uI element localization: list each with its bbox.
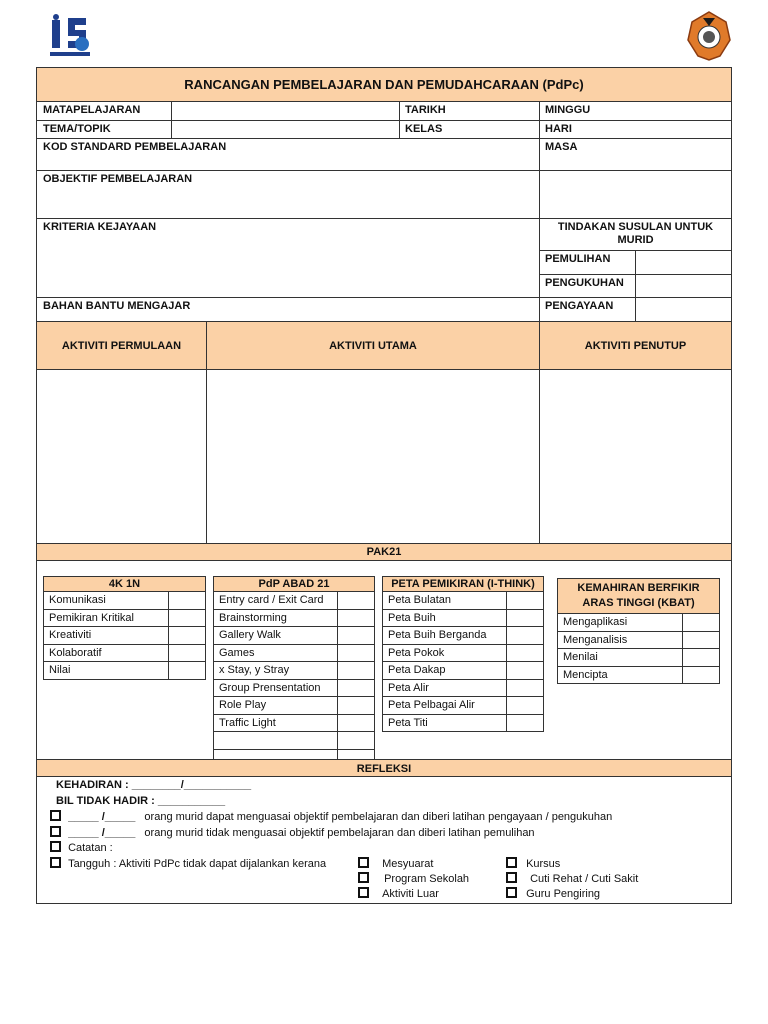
form-title: RANCANGAN PEMBELAJARAN DAN PEMUDAHCARAAN (PdPc): [37, 68, 731, 102]
abad21-row: [214, 610, 374, 628]
kbat-tick-box[interactable]: [683, 632, 719, 649]
abad21-row: [214, 662, 374, 680]
checkbox-kursus[interactable]: [506, 857, 517, 868]
table-kbat: [557, 578, 720, 684]
label-kod-standard: KOD STANDARD PEMBELAJARAN: [37, 139, 540, 171]
k4-row: [44, 627, 205, 645]
abad21-tick-box[interactable]: [338, 645, 374, 662]
blank-menguasai[interactable]: _____ /_____: [68, 811, 136, 823]
header-aktiviti-utama: AKTIVITI UTAMA: [207, 322, 540, 370]
ithink-row: [383, 715, 543, 732]
ithink-tick-box[interactable]: [507, 592, 543, 609]
abad21-label: Games: [214, 645, 338, 662]
label-tindakan-susulan: TINDAKAN SUSULAN UNTUK MURID: [540, 219, 731, 251]
ithink-row: [383, 627, 543, 645]
ithink-label: Peta Alir: [383, 680, 507, 697]
kbat-label: Menganalisis: [558, 632, 683, 649]
reason-cuti: [506, 872, 638, 886]
reason-mesyuarat-label: Mesyuarat: [382, 858, 434, 870]
k4-tick-box[interactable]: [169, 645, 205, 662]
label-hari: HARI: [540, 121, 731, 139]
table-4k1n: [43, 576, 206, 680]
checkbox-catatan[interactable]: [50, 841, 61, 852]
label-masa: MASA: [540, 139, 731, 171]
text-menguasai: orang murid dapat menguasai objektif pembelajaran dan diberi latihan pengayaan / pengukuhan: [144, 811, 613, 823]
abad21-row: [214, 732, 374, 750]
ithink-row: [383, 645, 543, 663]
label-tarikh: TARIKH: [400, 102, 540, 121]
field-objektif-side: [540, 171, 731, 219]
abad21-row: [214, 645, 374, 663]
ithink-tick-box[interactable]: [507, 645, 543, 662]
table-kbat-title: KEMAHIRAN BERFIKIR ARAS TINGGI (KBAT): [558, 579, 719, 614]
checkbox-guru-pengiring[interactable]: [506, 887, 517, 898]
pak21-header: PAK21: [37, 544, 731, 561]
abad21-row: [214, 697, 374, 715]
refleksi-line-tidak-menguasai: [50, 826, 535, 840]
reason-kursus: [506, 857, 560, 871]
label-pemulihan: PEMULIHAN: [540, 251, 636, 275]
k4-tick-box[interactable]: [169, 610, 205, 627]
bil-tidak-hadir[interactable]: BIL TIDAK HADIR : ___________: [56, 795, 226, 807]
abad21-tick-box[interactable]: [338, 697, 374, 714]
label-minggu: MINGGU: [540, 102, 731, 121]
k4-row: [44, 662, 205, 679]
table-4k1n-title: 4K 1N: [44, 577, 205, 592]
text-tangguh: Tangguh : Aktiviti PdPc tidak dapat dijalankan kerana: [68, 858, 327, 870]
abad21-label: Gallery Walk: [214, 627, 338, 644]
table-ithink: [382, 576, 544, 732]
ithink-label: Peta Buih Berganda: [383, 627, 507, 644]
reason-guru-pengiring: [506, 887, 600, 901]
kbat-row: [558, 632, 719, 650]
kbat-row: [558, 649, 719, 667]
abad21-tick-box[interactable]: [338, 662, 374, 679]
checkbox-mesyuarat[interactable]: [358, 857, 369, 868]
text-catatan: Catatan :: [68, 842, 113, 854]
k4-row: [44, 610, 205, 628]
kbat-tick-box[interactable]: [683, 667, 719, 684]
ithink-label: Peta Bulatan: [383, 592, 507, 609]
field-pengayaan[interactable]: [636, 298, 731, 322]
kbat-row: [558, 667, 719, 684]
field-tema[interactable]: [172, 121, 400, 139]
checkbox-tangguh[interactable]: [50, 857, 61, 868]
abad21-row: [214, 715, 374, 733]
blank-tidak-menguasai[interactable]: _____ /_____: [68, 827, 136, 839]
checkbox-tidak-menguasai[interactable]: [50, 826, 61, 837]
checkbox-cuti[interactable]: [506, 872, 517, 883]
ithink-tick-box[interactable]: [507, 680, 543, 697]
kbat-tick-box[interactable]: [683, 649, 719, 666]
label-objektif: OBJEKTIF PEMBELAJARAN: [37, 171, 540, 219]
label-kelas: KELAS: [400, 121, 540, 139]
school-logo: [46, 12, 94, 60]
k4-label: Nilai: [44, 662, 169, 679]
reason-guru-pengiring-label: Guru Pengiring: [526, 888, 601, 900]
reason-program-sekolah-label: Program Sekolah: [384, 873, 470, 885]
reason-program-sekolah: [358, 872, 469, 886]
kbat-row: [558, 614, 719, 632]
ithink-tick-box[interactable]: [507, 627, 543, 644]
field-aktiviti-permulaan[interactable]: [37, 370, 207, 544]
field-pemulihan[interactable]: [636, 251, 731, 275]
reason-aktiviti-luar-label: Aktiviti Luar: [382, 888, 439, 900]
k4-tick-box[interactable]: [169, 592, 205, 609]
abad21-tick-box[interactable]: [338, 680, 374, 697]
ithink-tick-box[interactable]: [507, 715, 543, 732]
abad21-label: Brainstorming: [214, 610, 338, 627]
abad21-row: [214, 680, 374, 698]
reason-aktiviti-luar: [358, 887, 439, 901]
emblem-logo-icon: [686, 10, 732, 62]
kbat-tick-box[interactable]: [683, 614, 719, 631]
ithink-row: [383, 662, 543, 680]
abad21-tick-box[interactable]: [338, 610, 374, 627]
checkbox-aktiviti-luar[interactable]: [358, 887, 369, 898]
abad21-tick-box[interactable]: [338, 592, 374, 609]
emblem-logo: [686, 10, 732, 62]
k4-label: Kreativiti: [44, 627, 169, 644]
kbat-label: Mencipta: [558, 667, 683, 684]
reason-kursus-label: Kursus: [526, 858, 561, 870]
abad21-label: Role Play: [214, 697, 338, 714]
ithink-tick-box[interactable]: [507, 697, 543, 714]
label-pengayaan: PENGAYAAN: [540, 298, 636, 322]
ithink-tick-box[interactable]: [507, 610, 543, 627]
checkbox-menguasai[interactable]: [50, 810, 61, 821]
abad21-label: Group Prensentation: [214, 680, 338, 697]
reason-cuti-label: Cuti Rehat / Cuti Sakit: [530, 873, 639, 885]
header-aktiviti-permulaan: AKTIVITI PERMULAAN: [37, 322, 207, 370]
kehadiran[interactable]: KEHADIRAN : ________/___________: [56, 779, 252, 791]
ithink-row: [383, 592, 543, 610]
checkbox-program-sekolah[interactable]: [358, 872, 369, 883]
field-matapelajaran[interactable]: [172, 102, 400, 121]
table-ithink-title: PETA PEMIKIRAN (I-THINK): [383, 577, 543, 592]
ithink-label: Peta Dakap: [383, 662, 507, 679]
ithink-label: Peta Pelbagai Alir: [383, 697, 507, 714]
reason-mesyuarat: [358, 857, 433, 871]
ithink-label: Peta Titi: [383, 715, 507, 732]
school-logo-icon: [46, 12, 94, 60]
abad21-tick-box[interactable]: [338, 627, 374, 644]
text-tidak-menguasai: orang murid tidak menguasai objektif pembelajaran dan diberi latihan pemulihan: [144, 827, 535, 839]
table-pdp-abad21: [213, 576, 375, 767]
refleksi-line-catatan: [50, 841, 113, 855]
ithink-tick-box[interactable]: [507, 662, 543, 679]
label-bahan-bantu: BAHAN BANTU MENGAJAR: [37, 298, 540, 322]
k4-label: Pemikiran Kritikal: [44, 610, 169, 627]
field-pengukuhan[interactable]: [636, 275, 731, 298]
abad21-row: [214, 627, 374, 645]
ithink-row: [383, 680, 543, 698]
abad21-label: Traffic Light: [214, 715, 338, 732]
kbat-label: Menilai: [558, 649, 683, 666]
field-aktiviti-utama[interactable]: [207, 370, 540, 544]
abad21-label: x Stay, y Stray: [214, 662, 338, 679]
label-pengukuhan: PENGUKUHAN: [540, 275, 636, 298]
k4-tick-box[interactable]: [169, 627, 205, 644]
label-matapelajaran: MATAPELAJARAN: [37, 102, 172, 121]
abad21-tick-box[interactable]: [338, 732, 374, 749]
k4-row: [44, 645, 205, 663]
ithink-label: Peta Buih: [383, 610, 507, 627]
abad21-label: Entry card / Exit Card: [214, 592, 338, 609]
k4-label: Komunikasi: [44, 592, 169, 609]
ithink-row: [383, 610, 543, 628]
abad21-tick-box[interactable]: [338, 715, 374, 732]
ithink-row: [383, 697, 543, 715]
kbat-label: Mengaplikasi: [558, 614, 683, 631]
refleksi-line-menguasai: [50, 810, 612, 824]
header-aktiviti-penutup: AKTIVITI PENUTUP: [540, 322, 731, 370]
field-aktiviti-penutup[interactable]: [540, 370, 731, 544]
label-tema: TEMA/TOPIK: [37, 121, 172, 139]
k4-label: Kolaboratif: [44, 645, 169, 662]
abad21-row: [214, 592, 374, 610]
k4-row: [44, 592, 205, 610]
abad21-label: [214, 732, 338, 749]
label-kriteria: KRITERIA KEJAYAAN: [37, 219, 540, 298]
refleksi-line-tangguh: [50, 857, 326, 871]
refleksi-header: REFLEKSI: [37, 759, 731, 777]
k4-tick-box[interactable]: [169, 662, 205, 679]
table-pdp-abad21-title: PdP ABAD 21: [214, 577, 374, 592]
ithink-label: Peta Pokok: [383, 645, 507, 662]
